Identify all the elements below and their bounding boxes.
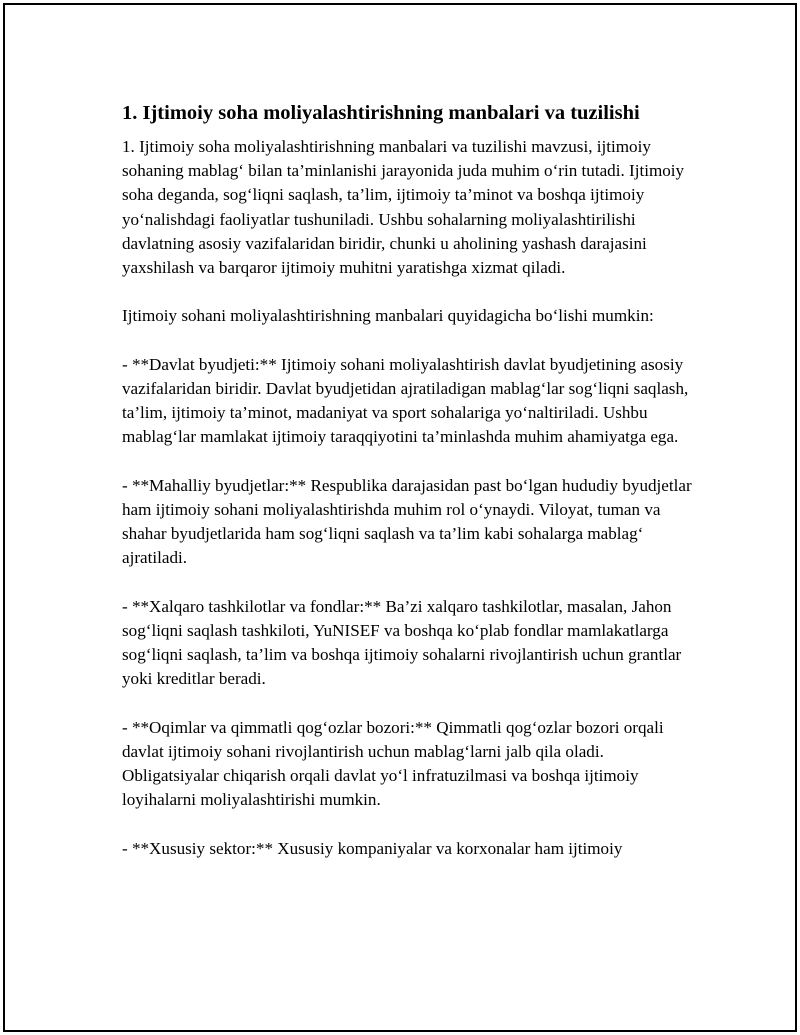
- intro-paragraph: 1. Ijtimoiy soha moliyalashtirishning manbalari va tuzilishi mavzusi, ijtimoiy sohaning mablag‘ bilan ta’minlanishi jarayonida juda muhim o‘rin tutadi. Ijtimoiy soha deganda, sog‘liqni saqlash, ta’lim, ijtimoiy ta’minot va boshqa ijtimoiy yo‘nalishdagi faoliyatlar tushuniladi. Ushbu sohalarning moliyalashtirilishi davlatning asosiy vazifalaridan biridir, chunki u aholining yashash darajasini yaxshilash va barqaror ijtimoiy muhitni yaratishga xizmat qiladi.: [122, 137, 685, 278]
- document-title: 1. Ijtimoiy soha moliyalashtirishning manbalari va tuzilishi: [122, 102, 640, 124]
- list-item-state-budget: - **Davlat byudjeti:** Ijtimoiy sohani moliyalashtirish davlat byudjetining asosiy vazifalaridan biridir. Davlat byudjetidan ajratiladigan mablag‘lar sog‘liqni saqlash, ta’lim, ijtimoiy ta’minot, madaniyat va sport sohalariga yo‘naltiriladi. Ushbu mablag‘lar mamlakat ijtimoiy taraqqiyotini ta’minlashda muhim ahamiyatga ega.: [122, 354, 689, 447]
- list-item-securities-market: - **Oqimlar va qimmatli qog‘ozlar bozori:** Qimmatli qog‘ozlar bozori orqali davlat ijtimoiy sohani rivojlantirish uchun mablag‘larni jalb qila oladi. Obligatsiyalar chiqarish orqali davlat yo‘l infratuzilmasi va boshqa ijtimoiy loyihalarni moliyalashtirishi mumkin.: [122, 717, 664, 810]
- sources-intro-paragraph: Ijtimoiy sohani moliyalashtirishning manbalari quyidagicha bo‘lishi mumkin:: [122, 306, 654, 326]
- document-body: [122, 101, 702, 885]
- list-item-local-budgets: - **Mahalliy byudjetlar:** Respublika darajasidan past bo‘lgan hududiy byudjetlar ham ijtimoiy sohani moliyalashtirishda muhim rol o‘ynaydi. Viloyat, tuman va shahar byudjetlarida ham sog‘liqni saqlash va ta’lim kabi sohalarga mablag‘ ajratiladi.: [122, 475, 692, 568]
- page-frame: [3, 3, 797, 1032]
- list-item-international-organizations: - **Xalqaro tashkilotlar va fondlar:** Ba’zi xalqaro tashkilotlar, masalan, Jahon sog‘liqni saqlash tashkiloti, YuNISEF va boshqa ko‘plab fondlar mamlakatlarga sog‘liqni saqlash, ta’lim va boshqa ijtimoiy sohalarni rivojlantirish uchun grantlar yoki kreditlar beradi.: [122, 596, 682, 689]
- list-item-private-sector: - **Xususiy sektor:** Xususiy kompaniyalar va korxonalar ham ijtimoiy: [122, 838, 623, 858]
